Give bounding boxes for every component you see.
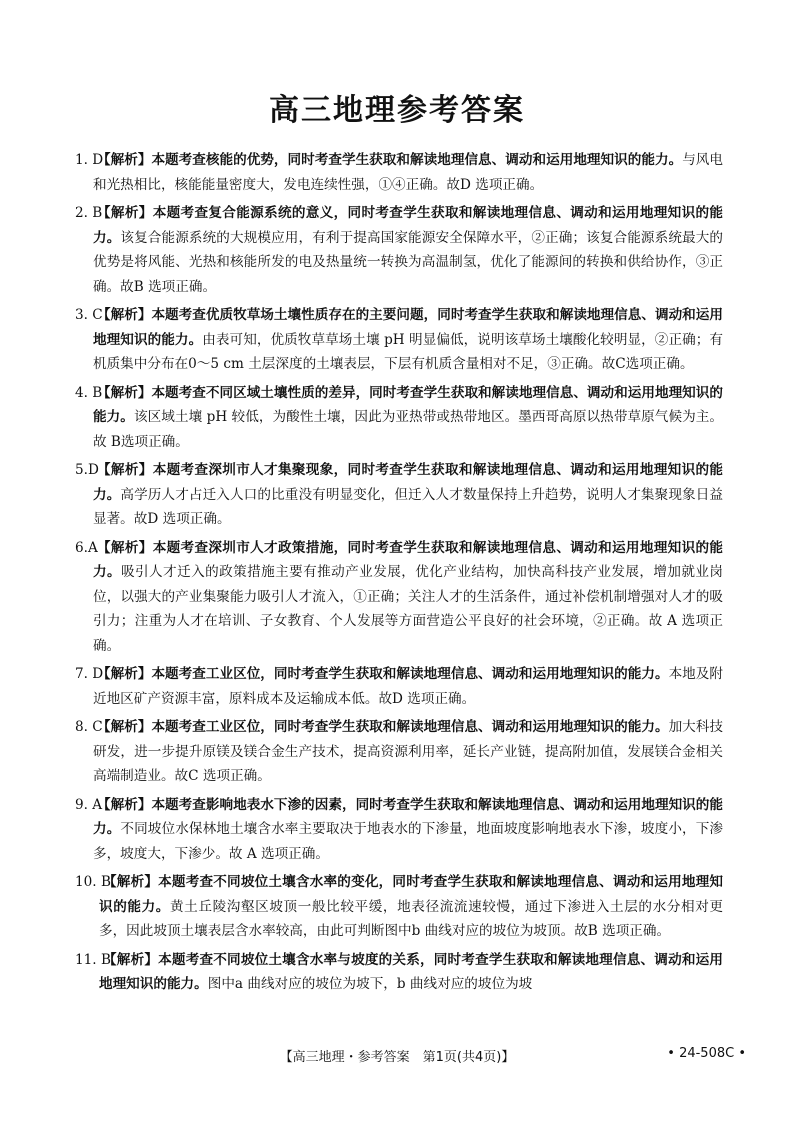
answer-number: 6.A (75, 539, 98, 556)
analysis-tag: 【解析】 (97, 307, 152, 323)
answer-item (75, 870, 723, 944)
answer-body: 该复合能源系统的大规模应用，有利于提高国家能源安全保障水平，②正确；该复合能源系统最大的优势是将风能、光热和核能所发的电及热量统一转换为高温制氢，优化了能源间的转换和供给协作，③正确。故B 选项正确。 (93, 229, 723, 295)
analysis-tag: 【解析】 (97, 384, 152, 401)
answer-item (75, 715, 723, 789)
answer-number: 9. A (75, 796, 103, 813)
answer-item (75, 381, 723, 455)
answer-lead: 本题考查不同坡位土壤含水率与坡度的关系，同时考查学生获取和解读地理信息、调动和运用地理知识的能力。 (99, 951, 723, 992)
answer-lead: 本题考查优质牧草场土壤性质存在的主要问题，同时考查学生获取和解读地理信息、调动和运用地理知识的能力。 (93, 307, 723, 348)
page-title: 高三地理参考答案 (269, 93, 525, 128)
answer-body: 不同坡位水保林地土壤含水率主要取决于地表水的下渗量，地面坡度影响地表水下渗，坡度小，下渗多，坡度大，下渗少。故 A 选项正确。 (93, 821, 723, 862)
answer-lead: 本题考查工业区位，同时考查学生获取和解读地理信息、调动和运用地理知识的能力。 (151, 666, 669, 682)
answer-lead: 本题考查复合能源系统的意义，同时考查学生获取和解读地理信息、调动和运用地理知识的能力。 (93, 205, 723, 246)
analysis-tag: 【解析】 (97, 152, 152, 168)
analysis-tag: 【解析】 (97, 462, 153, 478)
answer-number: 2. B (75, 205, 103, 221)
answer-lead: 本题考查深圳市人才集聚现象，同时考查学生获取和解读地理信息、调动和运用地理知识的能力。 (93, 462, 723, 503)
answer-lead: 本题考查不同坡位土壤含水率的变化，同时考查学生获取和解读地理信息、调动和运用地理知识的能力。 (99, 874, 723, 915)
answer-item (75, 201, 723, 299)
answer-body: 吸引人才迁入的政策措施主要有推动产业发展，优化产业结构，加快高科技产业发展，增加就业岗位，以强大的产业集聚能力吸引人才流入，①正确；关注人才的生活条件，通过补偿机制增强对人才的吸引力；注重为人才在培训、子女教育、个人发展等方面营造公平良好的社会环境，②正确。故 A 选项正确。 (93, 564, 723, 654)
analysis-tag: 【解析】 (103, 951, 159, 968)
answer-body: 本地及附近地区矿产资源丰富，原料成本及运输成本低。故D 选项正确。 (93, 666, 723, 707)
answer-item (75, 303, 723, 377)
answer-body: 高学历人才占迁入人口的比重没有明显变化，但迁入人才数量保持上升趋势，说明人才集聚现象日益显著。故D 选项正确。 (93, 486, 723, 527)
answer-number: 7. D (75, 666, 104, 682)
answer-list (75, 148, 723, 1036)
answer-body: 与风电和光热相比，核能能量密度大，发电连续性强，①④正确。故D 选项正确。 (93, 152, 723, 193)
answer-number: 5.D (75, 462, 99, 478)
answer-body: 加大科技研发，进一步提升原镁及镁合金生产技术，提高资源利用率，延长产业链，提高附加值，发展镁合金相关高端制造业。故C 选项正确。 (93, 719, 723, 784)
answer-item (75, 662, 723, 711)
analysis-tag: 【解析】 (97, 666, 152, 682)
analysis-tag: 【解析】 (97, 796, 152, 813)
answer-number: 3. C (75, 307, 103, 323)
answer-number: 4. B (75, 384, 103, 401)
answer-number: 10. B (75, 874, 111, 890)
answer-number: 1. D (75, 152, 104, 168)
answer-item (75, 536, 723, 659)
answer-item (75, 458, 723, 532)
answer-item (75, 948, 723, 997)
footer-title: 【高三地理・参考答案 第1页(共4页)】 (279, 1050, 515, 1065)
analysis-tag: 【解析】 (97, 205, 153, 221)
answer-item (75, 793, 723, 867)
document-code: • 24-508C • (667, 1046, 746, 1061)
answer-item (75, 148, 723, 197)
answer-number: 8. C (75, 719, 103, 735)
answer-body: 由表可知，优质牧草草场土壤 pH 明显偏低，说明该草场土壤酸化较明显，②正确；有机质集中分布在0～5 cm 土层深度的土壤表层，下层有机质含量相对不足，③正确。故C选项正确。 (93, 331, 723, 372)
answer-number: 11. B (75, 951, 111, 968)
answer-body: 黄土丘陵沟壑区坡顶一般比较平缓，地表径流流速较慢，通过下渗进入土层的水分相对更多，因此坡顶土壤表层含水率较高，由此可判断图中b 曲线对应的坡位为坡顶。故B 选项正确。 (99, 898, 723, 939)
analysis-tag: 【解析】 (97, 539, 153, 556)
answer-lead: 本题考查深圳市人才政策措施，同时考查学生获取和解读地理信息、调动和运用地理知识的能力。 (93, 539, 723, 580)
answer-body: 该区域土壤 pH 较低，为酸性土壤，因此为亚热带或热带地区。墨西哥高原以热带草原气候为主。故 B选项正确。 (93, 409, 723, 450)
answer-lead: 本题考查影响地表水下渗的因素，同时考查学生获取和解读地理信息、调动和运用地理知识的能力。 (93, 796, 723, 837)
analysis-tag: 【解析】 (103, 874, 159, 890)
answer-body: 图中a 曲线对应的坡位为坡下，b 曲线对应的坡位为坡 (207, 976, 533, 992)
answer-lead: 本题考查核能的优势，同时考查学生获取和解读地理信息、调动和运用地理知识的能力。 (151, 152, 683, 168)
analysis-tag: 【解析】 (97, 719, 152, 735)
answer-lead: 本题考查不同区域土壤性质的差异，同时考查学生获取和解读地理信息、调动和运用地理知识的能力。 (93, 384, 723, 425)
page-footer (0, 1046, 794, 1066)
answer-lead: 本题考查工业区位，同时考查学生获取和解读地理信息、调动和运用地理知识的能力。 (151, 719, 669, 735)
